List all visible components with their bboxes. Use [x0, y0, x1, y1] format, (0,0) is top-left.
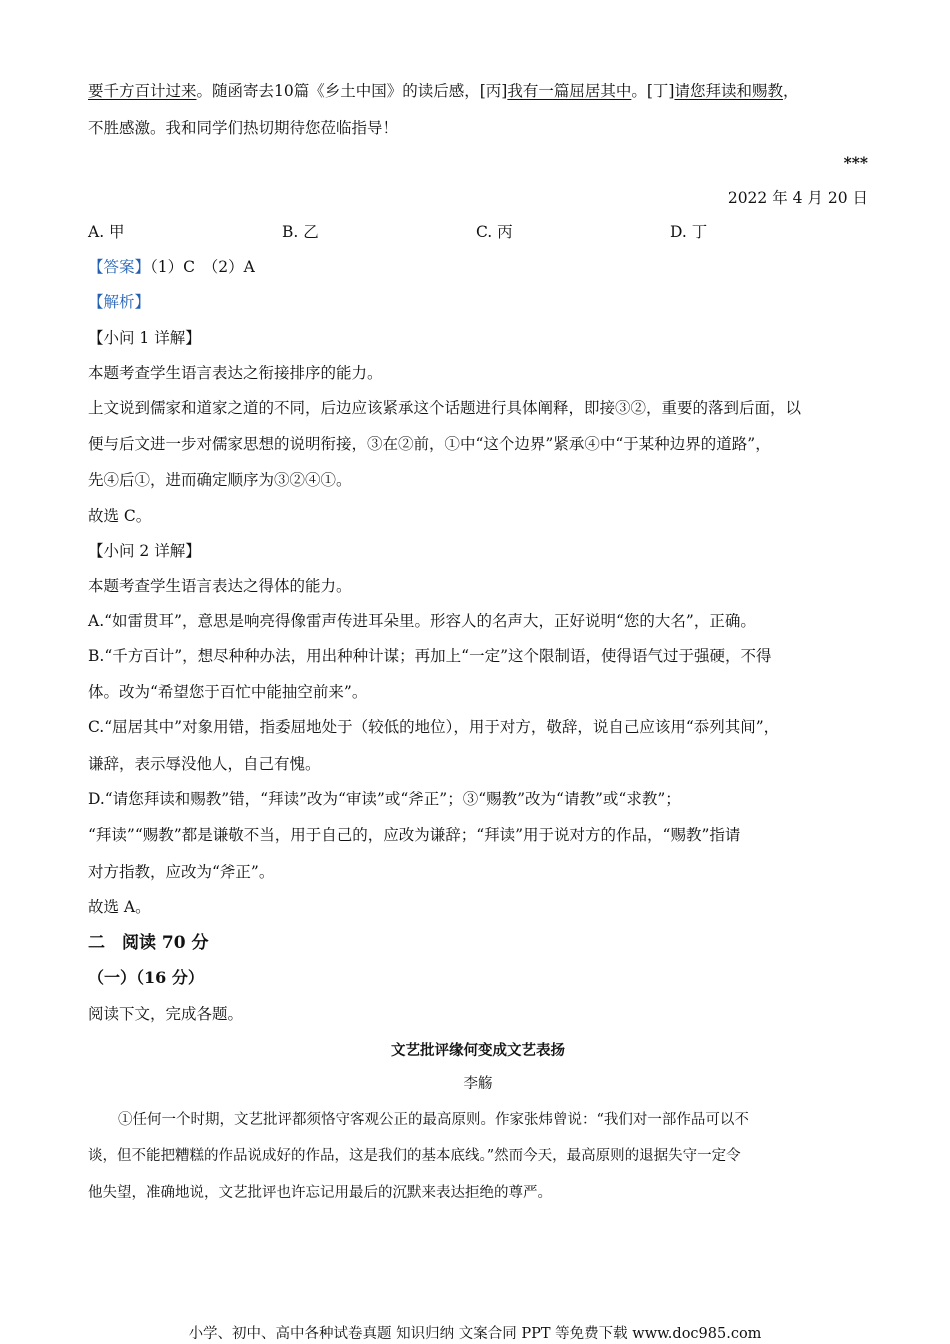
q2-line: 体。改为“希望您于百忙中能抽空前来”。	[88, 683, 368, 701]
letter-signature: ***	[843, 153, 868, 172]
section-instruction: 阅读下文，完成各题。	[88, 1005, 244, 1023]
q2-line: 对方指教，应改为“斧正”。	[88, 863, 275, 881]
q1-line: 故选 C。	[88, 507, 152, 525]
option-b: B. 乙	[282, 223, 319, 241]
option-a: A. 甲	[88, 223, 125, 241]
answer-text: （1）C （2）A	[150, 258, 255, 276]
q2-line: 谦辞，表示辱没他人，自己有愧。	[88, 755, 321, 773]
q1-line: 先④后①，进而确定顺序为③②④①。	[88, 471, 352, 489]
letter-line-2: 不胜感激。我和同学们热切期待您莅临指导！	[88, 119, 399, 137]
q1-heading: 【小问 1 详解】	[88, 329, 201, 347]
section-title: 二 阅读 70 分	[88, 933, 209, 953]
q2-line: B.“千方百计”，想尽种种办法，用出种种计谋；再加上“一定”这个限制语，使得语气过于强硬，不得	[88, 647, 772, 665]
underlined-phrase-bing: 我有一篇屈居其中	[507, 82, 632, 100]
letter-line-1: 要千方百计过来。随函寄去10篇《乡土中国》的读后感，[丙]我有一篇屈居其中。[丁]请您拜读和赐教，	[88, 82, 799, 100]
page-footer: 小学、初中、高中各种试卷真题 知识归纳 文案合同 PPT 等免费下载 www.doc985.com	[188, 1326, 762, 1342]
q1-line: 便与后文进一步对儒家思想的说明衔接，③在②前，①中“这个边界”紧承④中“于某种边界的道路”，	[88, 435, 771, 453]
answer-options	[88, 222, 864, 242]
underlined-phrase-yi: 要千方百计过来	[88, 82, 197, 100]
q2-line: 本题考查学生语言表达之得体的能力。	[88, 577, 352, 595]
option-d: D. 丁	[670, 223, 708, 241]
letter-date: 2022 年 4 月 20 日	[727, 189, 868, 207]
answer-line	[88, 257, 255, 277]
q2-line: A.“如雷贯耳”，意思是响亮得像雷声传进耳朵里。形容人的名声大，正好说明“您的大名”，正确。	[88, 612, 756, 630]
article-author: 李觞	[463, 1076, 493, 1092]
q2-line: D.“请您拜读和赐教”错，“拜读”改为“审读”或“斧正”；③“赐教”改为“请教”或“求教”；	[88, 790, 681, 808]
q2-line: “拜读”“赐教”都是谦敬不当，用于自己的，应改为谦辞；“拜读”用于说对方的作品，“赐教”指请	[88, 826, 741, 844]
article-paragraph-line: ①任何一个时期，文艺批评都须恪守客观公正的最高原则。作家张炜曾说：“我们对一部作品可以不	[118, 1112, 749, 1128]
section-subtitle: （一）（16 分）	[88, 968, 204, 987]
underlined-phrase-ding: 请您拜读和赐教	[674, 82, 783, 100]
article-paragraph-line: 他失望，准确地说，文艺批评也许忘记用最后的沉默来表达拒绝的尊严。	[88, 1185, 552, 1201]
article-title: 文艺批评缘何变成文艺表扬	[391, 1042, 565, 1059]
q1-line: 上文说到儒家和道家之道的不同，后边应该紧承这个话题进行具体阐释，即接③②，重要的落到后面，以	[88, 399, 802, 417]
answer-label: 【答案】	[88, 258, 151, 276]
q1-line: 本题考查学生语言表达之衔接排序的能力。	[88, 364, 383, 382]
q2-heading: 【小问 2 详解】	[88, 542, 201, 560]
q2-line: C.“屈居其中”对象用错，指委屈地处于（较低的地位），用于对方，敬辞，说自己应该用“忝列其间”，	[88, 718, 780, 736]
analysis-label: 【解析】	[88, 293, 151, 311]
article-paragraph-line: 谈，但不能把糟糕的作品说成好的作品，这是我们的基本底线。”然而今天，最高原则的退据失守一定令	[88, 1148, 741, 1164]
option-c: C. 丙	[476, 223, 513, 241]
q2-line: 故选 A。	[88, 898, 151, 916]
